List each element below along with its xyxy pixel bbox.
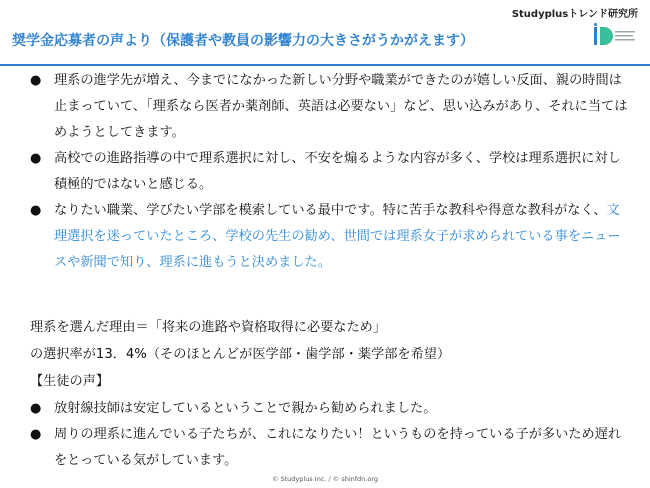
list-item	[30, 396, 630, 422]
list-item	[30, 198, 630, 276]
page-title: 奨学金応募者の声より（保護者や教員の影響力の大きさがうかがえます）	[12, 33, 474, 49]
voice-list	[30, 396, 630, 474]
comment-text: なりたい職業、学びたい学部を模索している最中です。特に苦手な教科や得意な教科がなく、	[54, 203, 607, 218]
list-item	[30, 422, 630, 474]
comment-text: 高校での進路指導の中で理系選択に対し、不安を煽るような内容が多く、学校は理系選択に対し積極的ではないと感じる。	[54, 151, 621, 192]
list-item	[30, 146, 630, 198]
voice-text: 放射線技師は安定しているということで親から勧められました。	[54, 401, 437, 416]
foundation-logo-icon	[594, 23, 636, 49]
bullet-icon: ●	[30, 73, 42, 88]
bullet-icon: ●	[30, 401, 42, 416]
reason-line-2: の選択率が13．4%（そのほとんどが医学部・歯学部・薬学部を希望）	[30, 347, 451, 362]
list-item	[30, 68, 630, 146]
copyright-footer: © Studyplus Inc. / © shinfdn.org	[271, 475, 379, 483]
bullet-icon: ●	[30, 203, 42, 218]
title-divider	[0, 64, 650, 66]
comment-list	[30, 68, 630, 276]
brand-label: Studyplusトレンド研究所	[511, 9, 638, 20]
voices-heading: 【生徒の声】	[30, 374, 110, 389]
voice-text: 周りの理系に進んでいる子たちが、これになりたい！というものを持っている子が多いため遅れをとっている気がしています。	[54, 427, 622, 468]
comment-text: 理系の進学先が増え、今までになかった新しい分野や職業ができたのが嬉しい反面、親の時間は止まっていて、「理系なら医者か薬剤師、英語は必要ない」など、思い込みがあり、それに当てはめようとしてきます。	[54, 73, 628, 140]
reason-line-1: 理系を選んだ理由＝「将来の進路や資格取得に必要なため」	[30, 320, 387, 335]
bullet-icon: ●	[30, 427, 42, 442]
bullet-icon: ●	[30, 151, 42, 166]
highlighted-text: 文理選択を迷っていたところ、学校の先生の勧め、世間では理系女子が求められている事をニュースや新聞で知り、理系に進もうと決めました。	[54, 203, 621, 270]
